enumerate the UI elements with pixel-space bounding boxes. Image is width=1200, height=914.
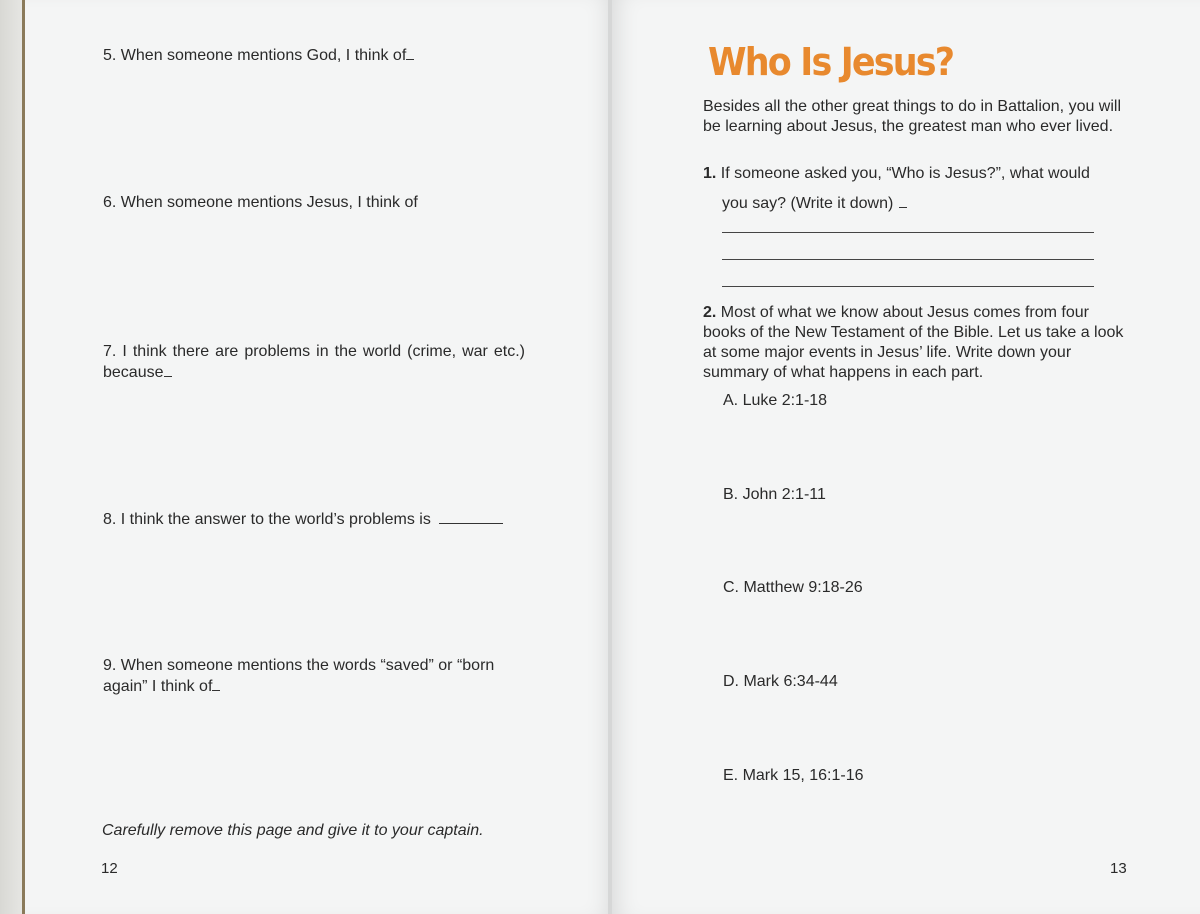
left-page (22, 0, 613, 914)
passage-b: B. John 2:1-11 (723, 486, 826, 503)
answer-line[interactable] (722, 259, 1094, 260)
page-number-left: 12 (101, 860, 118, 877)
intro-paragraph: Besides all the other great things to do in Battalion, you will be learning about Jesus, the greatest man who ever lived. (703, 98, 1122, 135)
question-2: 2. Most of what we know about Jesus comes from four books of the New Testament of the Bible. Let us take a look at some major events in Jesus’ life. Write down your summary of what happens in each part. (703, 304, 1124, 381)
question-6: 6. When someone mentions Jesus, I think of (103, 194, 418, 211)
question-1-continued: you say? (Write it down) (722, 193, 1022, 214)
passage-c: C. Matthew 9:18-26 (723, 579, 863, 596)
answer-line[interactable] (722, 286, 1094, 287)
question-8: 8. I think the answer to the world’s problems is (103, 509, 543, 530)
page-title: Who Is Jesus? (708, 40, 954, 84)
answer-blank[interactable] (212, 676, 220, 691)
passage-e: E. Mark 15, 16:1-16 (723, 767, 864, 784)
answer-blank[interactable] (899, 193, 907, 208)
answer-blank[interactable] (406, 45, 414, 60)
right-page (612, 0, 1200, 914)
passage-a: A. Luke 2:1-18 (723, 392, 828, 409)
answer-blank[interactable] (164, 362, 172, 377)
question-9: 9. When someone mentions the words “saved” or “born again” I think of (103, 657, 495, 695)
binding-edge (0, 0, 22, 914)
page-number-right: 13 (1110, 860, 1127, 877)
question-7: 7. I think there are problems in the world (crime, war etc.) because (103, 343, 525, 381)
answer-line[interactable] (722, 232, 1094, 233)
passage-d: D. Mark 6:34-44 (723, 673, 838, 690)
answer-blank[interactable] (439, 509, 503, 524)
closing-instruction: Carefully remove this page and give it to your captain. (102, 822, 484, 839)
question-5: 5. When someone mentions God, I think of (103, 45, 523, 66)
question-1: 1. If someone asked you, “Who is Jesus?”, what would (703, 165, 1090, 182)
